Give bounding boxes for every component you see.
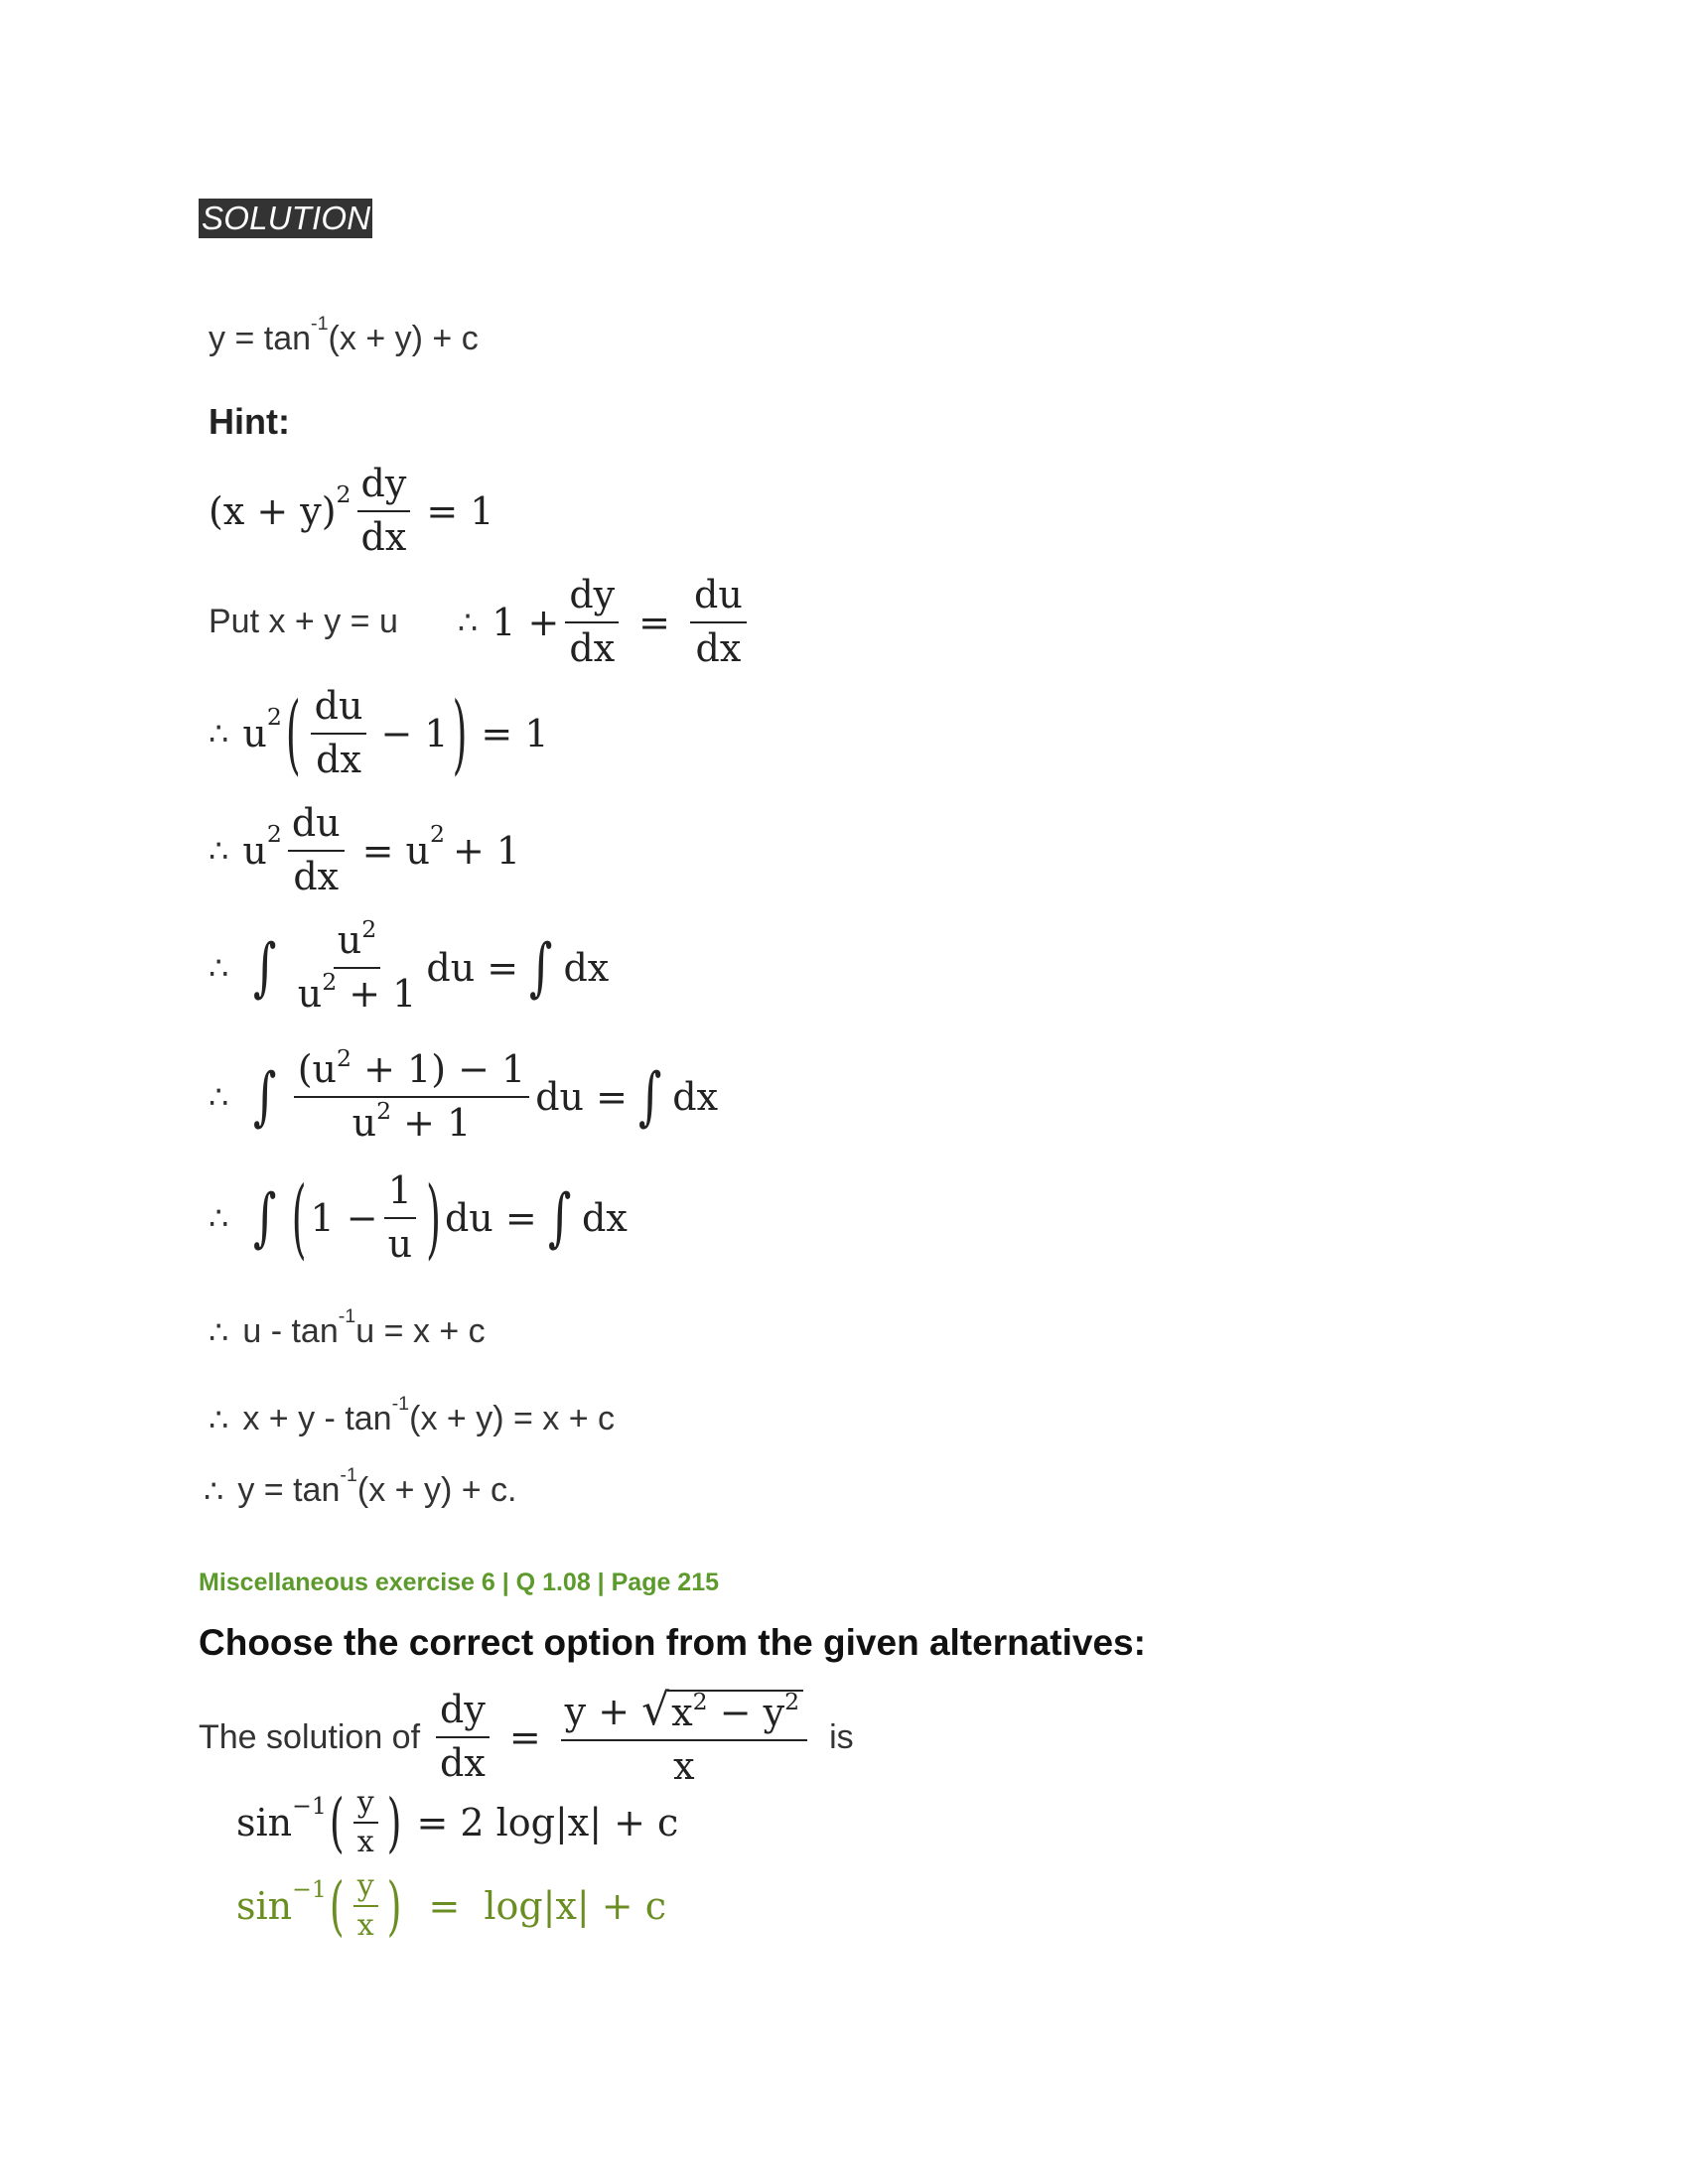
left-paren: ( — [329, 1868, 345, 1943]
right-paren: ) — [426, 1167, 441, 1269]
equation-8: ∴ u - tan -1 u = x + c — [209, 1305, 486, 1351]
left-paren: ( — [329, 1785, 345, 1859]
fraction-y-over-x: $\frac{y}{x}$ — [353, 1870, 378, 1941]
equation-5: ∴ ∫ $\frac{u^2}{u^2 + 1}$ du = ∫ dx — [209, 914, 610, 1016]
fraction-y-over-x: $\frac{y}{x}$ — [353, 1787, 378, 1857]
answer-line: y = tan -1 (x + y) + c — [209, 313, 479, 357]
solution-badge: SOLUTION — [199, 199, 372, 238]
left-paren: ( — [285, 683, 301, 784]
left-paren: ( — [291, 1167, 307, 1269]
fraction-u2-over-u2plus1: $\frac{u^2}{u^2 + 1}$ — [297, 914, 417, 1016]
equation-1: (x + y) 2 $\frac{dy}{dx}$ = 1 — [209, 462, 494, 559]
right-paren: ) — [452, 683, 468, 784]
fraction-expanded: $\frac{(u^2 + 1) - 1}{u^2 + 1}$ — [294, 1050, 530, 1144]
equation-3: ∴ u 2 ( $\frac{du}{dx}$ − 1 ) = 1 — [209, 683, 549, 784]
integral-sign: ∫ — [253, 1180, 277, 1255]
integral-sign: ∫ — [253, 930, 277, 1005]
equation-4: ∴ u 2 $\frac{du}{dx}$ = u 2 + 1 — [209, 801, 521, 898]
question-reference: Miscellaneous exercise 6 | Q 1.08 | Page 215 — [199, 1569, 720, 1596]
fraction-dy-dx: $\frac{dy}{dx}$ — [436, 1691, 490, 1784]
right-paren: ) — [386, 1785, 402, 1859]
option-a[interactable]: sin −1 ( $\frac{y}{x}$ ) = 2 log|x| + c — [236, 1785, 679, 1859]
equation-6: ∴ ∫ $\frac{(u^2 + 1) - 1}{u^2 + 1}$ du = ∫ dx — [209, 1043, 719, 1145]
equation-10: ∴ y = tan -1 (x + y) + c. — [204, 1464, 517, 1510]
integral-sign: ∫ — [547, 1180, 572, 1255]
square-root: √ $x^2 - y^2$ — [641, 1688, 803, 1733]
question-heading: Choose the correct option from the given alternatives: — [199, 1622, 1146, 1663]
option-b-correct[interactable]: sin −1 ( $\frac{y}{x}$ ) = log|x| + c — [236, 1868, 666, 1943]
equation-7: ∴ ∫ ( 1 − $\frac{1}{u}$ ) du = ∫ dx — [209, 1167, 628, 1269]
integral-sign: ∫ — [637, 1059, 662, 1134]
equation-9: ∴ x + y - tan -1 (x + y) = x + c — [209, 1393, 616, 1438]
hint-heading: Hint: — [209, 401, 290, 442]
fraction-du-dx: $\frac{du}{dx}$ — [288, 804, 345, 897]
integral-sign: ∫ — [529, 930, 553, 1005]
fraction-du-dx: $\frac{du}{dx}$ — [690, 576, 747, 669]
integral-sign: ∫ — [253, 1059, 277, 1134]
fraction-dy-dx: $\frac{dy}{dx}$ — [357, 465, 411, 558]
fraction-du-dx: $\frac{du}{dx}$ — [311, 687, 367, 780]
equation-2: Put x + y = u ∴ 1 + $\frac{dy}{dx}$ = $\frac{du}{dx}$ — [209, 576, 753, 669]
fraction-1-over-u: $\frac{1}{u}$ — [384, 1171, 416, 1265]
fraction-rhs: y + √ $x^2 - y^2$ x — [561, 1688, 807, 1787]
fraction-dy-dx: $\frac{dy}{dx}$ — [565, 576, 619, 669]
question-text: The solution of $\frac{dy}{dx}$ = y + √ $x^2 - y^2$ x is — [199, 1685, 854, 1789]
right-paren: ) — [386, 1868, 402, 1943]
